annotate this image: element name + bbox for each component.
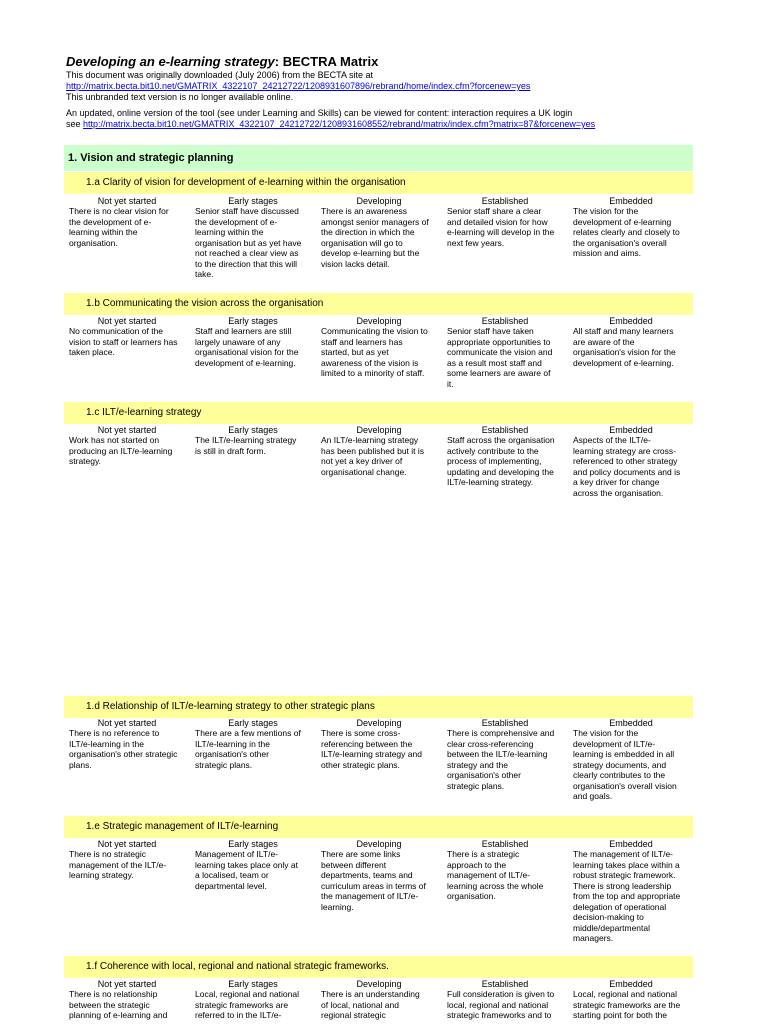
title-rest: : BECTRA Matrix [274,54,379,69]
item-label: 1.d Relationship of ILT/e-learning strategy to other strategic plans [86,701,375,712]
level-not-yet-started: Not yet started [97,316,157,326]
item-heading-1f [64,956,693,978]
section-title: Vision and strategic planning [80,152,234,164]
see-label: see [66,119,81,129]
descriptor-developing: There is an understanding of local, national and regional strategic [321,989,420,1020]
item-label: 1.a Clarity of vision for development of e-learning within the organisation [86,177,406,188]
descriptor-not-yet-started: There is no strategic management of the ILT/e- learning strategy. [69,849,167,880]
level-headers [64,425,694,435]
item-label: 1.c ILT/e-learning strategy [86,407,202,418]
item-grid-1b [64,316,694,389]
section-number: 1. [68,152,78,164]
item-grid-1c [64,425,694,498]
descriptor-early-stages: Senior staff have discussed the development of e- learning within the organisation but as yet have not reached a clear view as to the direction that this will take. [195,206,302,279]
level-established: Established [481,718,529,728]
item-grid-1a [64,196,694,280]
document-title [66,54,726,70]
descriptor-embedded: The vision for the development of e-learning relates clearly and closely to the organisation's overall mission and aims. [573,206,680,258]
level-headers [64,979,694,989]
level-early-stages: Early stages [228,839,278,849]
document-header [66,54,726,130]
descriptor-early-stages: Staff and learners are still largely unaware of any organisational vision for the development of e-learning. [195,326,299,368]
descriptor-not-yet-started: No communication of the vision to staff or learners has taken place. [69,326,178,357]
descriptor-established: Staff across the organisation actively contribute to the process of implementing, updating and developing the ILT/e-learning strategy. [447,435,555,487]
level-developing: Developing [356,839,402,849]
level-not-yet-started: Not yet started [97,979,157,989]
level-established: Established [481,425,529,435]
item-grid-1d [64,718,694,802]
descriptor-row [64,206,694,280]
descriptor-not-yet-started: There is no clear vision for the development of e- learning within the organisation. [69,206,169,248]
item-grid-1f [64,979,694,1024]
level-developing: Developing [356,425,402,435]
intro-line-2: This unbranded text version is no longer available online. [66,92,294,102]
descriptor-early-stages: Management of ILT/e- learning takes place only at a localised, team or departmental level. [195,849,299,891]
item-grid-1e [64,839,694,944]
descriptor-not-yet-started: There is no relationship between the strategic planning of e-learning and [69,989,168,1020]
level-embedded: Embedded [609,839,653,849]
item-heading-1e [64,816,693,838]
level-established: Established [481,196,529,206]
descriptor-row [64,989,694,1021]
level-not-yet-started: Not yet started [97,196,157,206]
item-heading-1c [64,402,693,424]
descriptor-developing: There is some cross- referencing between the ILT/e-learning strategy and other strategic plans. [321,728,422,770]
descriptor-embedded: The vision for the development of ILT/e- learning is embedded in all strategy documents, and clearly contributes to the organisation's overall vision and goals. [573,728,677,801]
intro-line-3: An updated, online version of the tool (see under Learning and Skills) can be viewed for content: interaction requires a UK login [66,108,573,118]
descriptor-established: Senior staff share a clear and detailed vision for how e-learning will develop in the next few years. [447,206,555,248]
descriptor-embedded: All staff and many learners are aware of the organisation's vision for the development of e-learning. [573,326,676,368]
descriptor-row [64,435,694,498]
item-heading-1d [64,696,693,718]
level-embedded: Embedded [609,425,653,435]
item-label: 1.e Strategic management of ILT/e-learning [86,821,279,832]
title-italic: Developing an e-learning strategy [66,54,275,69]
level-not-yet-started: Not yet started [97,425,157,435]
descriptor-embedded: Local, regional and national strategic frameworks are the starting point for both the [573,989,681,1020]
descriptor-row [64,728,694,802]
level-embedded: Embedded [609,196,653,206]
descriptor-row [64,849,694,944]
descriptor-not-yet-started: Work has not started on producing an ILT/e-learning strategy. [69,435,173,466]
descriptor-early-stages: Local, regional and national strategic frameworks are referred to in the ILT/e- [195,989,299,1020]
level-early-stages: Early stages [228,979,278,989]
descriptor-developing: Communicating the vision to staff and learners has started, but as yet awareness of the vision is limited to a minority of staff. [321,326,428,378]
becta-download-link[interactable]: http://matrix.becta.bit10.net/GMATRIX_4322107_24212722/1208931607896/rebrand/home/index.cfm?forcenew=yes [66,81,531,91]
level-early-stages: Early stages [228,316,278,326]
descriptor-row [64,326,694,389]
level-established: Established [481,316,529,326]
item-heading-1b [64,293,693,315]
level-early-stages: Early stages [228,196,278,206]
descriptor-established: There is a strategic approach to the management of ILT/e- learning across the whole organisation. [447,849,544,901]
descriptor-developing: An ILT/e-learning strategy has been published but it is not yet a key driver of organisational change. [321,435,425,477]
level-not-yet-started: Not yet started [97,718,157,728]
descriptor-established: Full consideration is given to local, regional and national strategic frameworks and to [447,989,555,1020]
level-developing: Developing [356,196,402,206]
level-headers [64,316,694,326]
descriptor-embedded: Aspects of the ILT/e- learning strategy are cross- referenced to other strategy and policy documents and is a key driver for change across the organisation. [573,435,681,498]
level-developing: Developing [356,718,402,728]
level-headers [64,196,694,206]
descriptor-not-yet-started: There is no reference to ILT/e-learning in the organisation's other strategic plans. [69,728,178,770]
level-embedded: Embedded [609,316,653,326]
level-early-stages: Early stages [228,425,278,435]
item-label: 1.f Coherence with local, regional and national strategic frameworks. [86,961,389,972]
level-established: Established [481,979,529,989]
descriptor-established: Senior staff have taken appropriate opportunities to communicate the vision and as a result most staff and some learners are aware of it. [447,326,553,389]
level-not-yet-started: Not yet started [97,839,157,849]
item-heading-1a [64,172,693,194]
level-established: Established [481,839,529,849]
level-headers [64,839,694,849]
item-label: 1.b Communicating the vision across the organisation [86,298,324,309]
descriptor-developing: There are some links between different departments, teams and curriculum areas in terms of the management of ILT/e- learning. [321,849,426,912]
descriptor-embedded: The management of ILT/e- learning takes place within a robust strategic framework. There is strong leadership from the top and appropriate delegation of operational decision-making to middle/departmental managers. [573,849,681,943]
level-headers [64,718,694,728]
level-embedded: Embedded [609,718,653,728]
descriptor-early-stages: There are a few mentions of ILT/e-learning in the organisation's other strategic plans. [195,728,301,770]
level-developing: Developing [356,316,402,326]
level-embedded: Embedded [609,979,653,989]
online-version-link[interactable]: http://matrix.becta.bit10.net/GMATRIX_4322107_24212722/1208931608552/rebrand/matrix/index.cfm?matrix=87&forcenew=yes [83,119,596,129]
descriptor-developing: There is an awareness amongst senior managers of the direction in which the organisation will go to develop e-learning but the vision lacks detail. [321,206,429,269]
level-early-stages: Early stages [228,718,278,728]
descriptor-established: There is comprehensive and clear cross-referencing between the ILT/e-learning strategy and the organisation's other strategic plans. [447,728,555,791]
level-developing: Developing [356,979,402,989]
descriptor-early-stages: The ILT/e-learning strategy is still in draft form. [195,435,297,456]
intro-line-1: This document was originally downloaded (July 2006) from the BECTA site at [66,70,373,80]
